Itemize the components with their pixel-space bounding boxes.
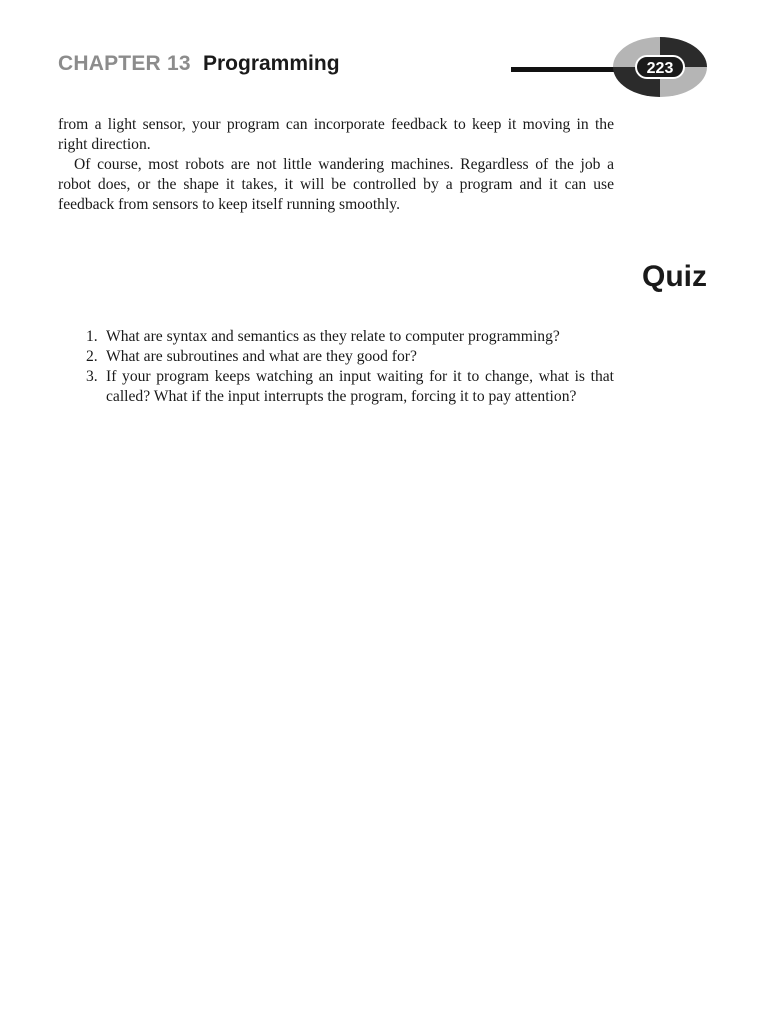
page-badge-graphic	[612, 36, 708, 98]
quiz-item	[58, 347, 614, 367]
body-text	[58, 115, 614, 215]
quiz-item-number: 2.	[86, 348, 98, 365]
quiz-item-text: What are subroutines and what are they good for?	[106, 348, 417, 365]
quiz-item-text: What are syntax and semantics as they relate to computer programming?	[106, 328, 560, 345]
quiz-item	[58, 327, 614, 347]
page-number: 223	[646, 60, 674, 77]
paragraph: Of course, most robots are not little wandering machines. Regardless of the job a robot does, or the shape it takes, it will be controlled by a program and it can use feedback from sensors to keep itself running smoothly.	[58, 156, 614, 213]
chapter-label: CHAPTER 13	[58, 52, 191, 75]
quiz-list	[58, 327, 614, 407]
quiz-item-text: If your program keeps watching an input waiting for it to change, what is that called? What if the input interrupts the program, forcing it to pay attention?	[106, 368, 614, 405]
quiz-item-number: 3.	[86, 368, 98, 385]
chapter-title: Programming	[203, 52, 340, 75]
paragraph: from a light sensor, your program can incorporate feedback to keep it moving in the right direction.	[58, 116, 614, 153]
quiz-item-number: 1.	[86, 328, 98, 345]
quiz-heading: Quiz	[642, 260, 707, 293]
quiz-item	[58, 367, 614, 407]
page-number-badge	[612, 36, 708, 98]
